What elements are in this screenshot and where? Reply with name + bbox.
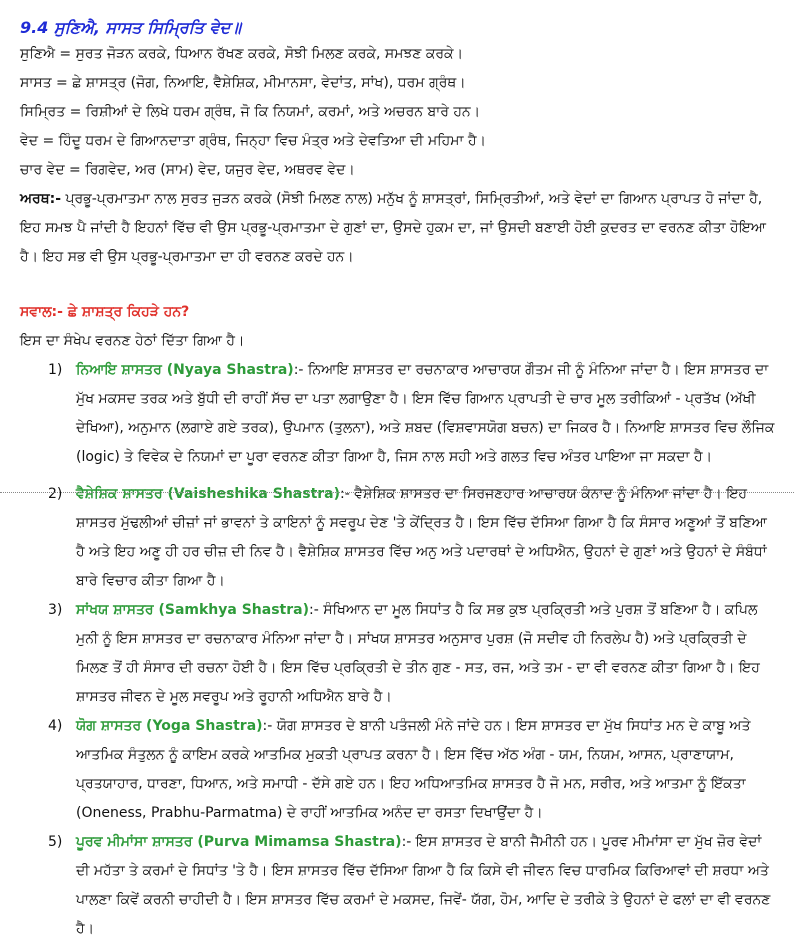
list-item xyxy=(48,828,778,944)
question-block xyxy=(20,298,780,356)
list-item xyxy=(48,596,778,712)
definition-line: ਸੁਣਿਐ = ਸੁਰਤ ਜੋੜਨ ਕਰਕੇ, ਧਿਆਨ ਰੱਖਣ ਕਰਕੇ, ਸੋਝੀ ਮਿਲਣ ਕਰਕੇ, ਸਮਝਣ ਕਰਕੇ। xyxy=(20,46,464,62)
definition-line: ਸਾਸਤ = ਛੇ ਸ਼ਾਸਤ੍ਰ (ਜੋਗ, ਨਿਆਇ, ਵੈਸ਼ੇਸ਼ਿਕ, ਮੀਮਾਨਸਾ, ਵੇਦਾਂਤ, ਸਾਂਖ), ਧਰਮ ਗ੍ਰੰਥ। xyxy=(20,75,466,91)
intro-text: ਇਸ ਦਾ ਸੰਖੇਪ ਵਰਨਣ ਹੇਠਾਂ ਦਿੱਤਾ ਗਿਆ ਹੈ। xyxy=(20,333,245,349)
definitions-block xyxy=(20,40,780,272)
list-item xyxy=(48,356,778,472)
question-heading: ਸਵਾਲ:- ਛੇ ਸ਼ਾਸ਼ਤ੍ਰ ਕਿਹੜੇ ਹਨ? xyxy=(20,304,190,320)
shastra-title: ਯੋਗ ਸ਼ਾਸਤਰ (Yoga Shastra) xyxy=(76,718,263,734)
shastra-title: ਪੂਰਵ ਮੀਮਾਂਸਾ ਸ਼ਾਸਤਰ (Purva Mimamsa Shastra) xyxy=(76,834,402,850)
shastra-text: :- ਨਿਆਇ ਸ਼ਾਸਤਰ ਦਾ ਰਚਨਾਕਾਰ ਆਚਾਰਯ ਗੌਤਮ ਜੀ ਨੂੰ ਮੰਨਿਆ ਜਾਂਦਾ ਹੈ। ਇਸ ਸ਼ਾਸਤਰ ਦਾ ਮੁੱਖ ਮਕਸਦ ਤਰਕ ਅਤੇ ਬੁੱਧੀ ਦੀ ਰਾਹੀਂ ਸੱਚ ਦਾ ਪਤਾ ਲਗਾਉਣਾ ਹੈ। ਇਸ ਵਿੱਚ ਗਿਆਨ ਪ੍ਰਾਪਤੀ ਦੇ ਚਾਰ ਮੂਲ ਤਰੀਕਿਆਂ - ਪ੍ਰਤੱਖ (ਅੱਖੀ ਦੇਖਿਆ), ਅਨੁਮਾਨ (ਲਗਾਏ ਗਏ ਤਰਕ), ਉਪਮਾਨ (ਤੁਲਨਾ), ਅਤੇ ਸ਼ਬਦ (ਵਿਸ਼ਵਾਸਯੋਗ ਬਚਨ) ਦਾ ਜਿਕਰ ਹੈ। ਨਿਆਇ ਸ਼ਾਸਤਰ ਵਿਚ ਲੌਜਿਕ (logic) ਤੇ ਵਿਵੇਕ ਦੇ ਨਿਯਮਾਂ ਦਾ ਪੂਰਾ ਵਰਨਣ ਕੀਤਾ ਗਿਆ ਹੈ, ਜਿਸ ਨਾਲ ਸਹੀ ਅਤੇ ਗਲਤ ਵਿਚ ਅੰਤਰ ਪਾਇਆ ਜਾ ਸਕਦਾ ਹੈ। xyxy=(76,362,775,465)
shastra-title: ਵੈਸ਼ੇਸ਼ਿਕ ਸ਼ਾਸਤਰ (Vaisheshika Shastra) xyxy=(76,486,341,502)
definition-line: ਵੇਦ = ਹਿੰਦੂ ਧਰਮ ਦੇ ਗਿਆਨਦਾਤਾ ਗ੍ਰੰਥ, ਜਿਨ੍ਹਾ ਵਿਚ ਮੰਤ੍ਰ ਅਤੇ ਦੇਵਤਿਆ ਦੀ ਮਹਿਮਾ ਹੈ। xyxy=(20,133,486,149)
shastra-text: :- ਯੋਗ ਸ਼ਾਸਤਰ ਦੇ ਬਾਨੀ ਪਤੰਜਲੀ ਮੰਨੇ ਜਾਂਦੇ ਹਨ। ਇਸ ਸ਼ਾਸਤਰ ਦਾ ਮੁੱਖ ਸਿਧਾਂਤ ਮਨ ਦੇ ਕਾਬੂ ਅਤੇ ਆਤਮਿਕ ਸੰਤੁਲਨ ਨੂੰ ਕਾਇਮ ਕਰਕੇ ਆਤਮਿਕ ਮੁਕਤੀ ਪ੍ਰਾਪਤ ਕਰਨਾ ਹੈ। ਇਸ ਵਿੱਚ ਅੱਠ ਅੰਗ - ਯਮ, ਨਿਯਮ, ਆਸਨ, ਪ੍ਰਾਣਾਯਾਮ, ਪ੍ਰਤਯਾਹਾਰ, ਧਾਰਣਾ, ਧਿਆਨ, ਅਤੇ ਸਮਾਧੀ - ਦੱਸੇ ਗਏ ਹਨ। ਇਹ ਅਧਿਆਤਮਿਕ ਸ਼ਾਸਤਰ ਹੈ ਜੋ ਮਨ, ਸਰੀਰ, ਅਤੇ ਆਤਮਾ ਨੂੰ ਇੱਕਤਾ (Oneness, Prabhu-Parmatma) ਦੇ ਰਾਹੀਂ ਆਤਮਿਕ ਅਨੰਦ ਦਾ ਰਸਤਾ ਦਿਖਾਉਂਦਾ ਹੈ। xyxy=(76,718,751,821)
list-item xyxy=(48,480,778,596)
shastra-text: :- ਸੰਖਿਆਨ ਦਾ ਮੂਲ ਸਿਧਾਂਤ ਹੈ ਕਿ ਸਭ ਕੁਝ ਪ੍ਰਕ੍ਰਿਤੀ ਅਤੇ ਪੁਰਸ਼ ਤੋਂ ਬਣਿਆ ਹੈ। ਕਪਿਲ ਮੁਨੀ ਨੂੰ ਇਸ ਸ਼ਾਸਤਰ ਦਾ ਰਚਨਾਕਾਰ ਮੰਨਿਆ ਜਾਂਦਾ ਹੈ। ਸਾਂਖਯ ਸ਼ਾਸਤਰ ਅਨੁਸਾਰ ਪੁਰਸ਼ (ਜੋ ਸਦੀਵ ਹੀ ਨਿਰਲੇਪ ਹੈ) ਅਤੇ ਪ੍ਰਕ੍ਰਿਤੀ ਦੇ ਮਿਲਣ ਤੋਂ ਹੀ ਸੰਸਾਰ ਦੀ ਰਚਨਾ ਹੋਈ ਹੈ। ਇਸ ਵਿੱਚ ਪ੍ਰਕ੍ਰਿਤੀ ਦੇ ਤੀਨ ਗੁਣ - ਸਤ, ਰਜ, ਅਤੇ ਤਮ - ਦਾ ਵੀ ਵਰਨਣ ਕੀਤਾ ਗਿਆ ਹੈ। ਇਹ ਸ਼ਾਸਤਰ ਜੀਵਨ ਦੇ ਮੂਲ ਸਵਰੂਪ ਅਤੇ ਰੂਹਾਨੀ ਅਧਿਐਨ ਬਾਰੇ ਹੈ। xyxy=(76,602,760,705)
item-number: 1) xyxy=(48,362,63,378)
shastra-title: ਸਾਂਖਯ ਸ਼ਾਸਤਰ (Samkhya Shastra) xyxy=(76,602,309,618)
section-heading: 9.4 ਸੁਣਿਐ, ਸਾਸਤ ਸਿਮ੍ਰਿਤਿ ਵੇਦ॥ xyxy=(20,18,241,37)
meaning-label: ਅਰਥ:- xyxy=(20,191,62,207)
shastra-text: :- ਵੈਸ਼ੇਸ਼ਿਕ ਸ਼ਾਸਤਰ ਦਾ ਸਿਰਜਣਹਾਰ ਆਚਾਰਯ ਕੰਨਾਦ ਨੂੰ ਮੰਨਿਆ ਜਾਂਦਾ ਹੈ। ਇਹ ਸ਼ਾਸਤਰ ਮੁੱਢਲੀਆਂ ਚੀਜ਼ਾਂ ਜਾਂ ਭਾਵਨਾਂ ਤੇ ਕਾਇਨਾਂ ਨੂੰ ਸਵਰੂਪ ਦੇਣ 'ਤੇ ਕੇਂਦ੍ਰਿਤ ਹੈ। ਇਸ ਵਿੱਚ ਦੱਸਿਆ ਗਿਆ ਹੈ ਕਿ ਸੰਸਾਰ ਅਣੂਆਂ ਤੋਂ ਬਣਿਆ ਹੈ ਅਤੇ ਇਹ ਅਣੂ ਹੀ ਹਰ ਚੀਜ਼ ਦੀ ਨਿਵ ਹੈ। ਵੈਸ਼ੇਸ਼ਿਕ ਸ਼ਾਸਤਰ ਵਿੱਚ ਅਨੁ ਅਤੇ ਪਦਾਰਥਾਂ ਦੇ ਅਧਿਐਨ, ਉਹਨਾਂ ਦੇ ਗੁਣਾਂ ਅਤੇ ਉਹਨਾਂ ਦੇ ਸੰਬੰਧਾਂ ਬਾਰੇ ਵਿਚਾਰ ਕੀਤਾ ਗਿਆ ਹੈ। xyxy=(76,486,767,589)
shastra-list xyxy=(48,356,778,944)
item-number: 3) xyxy=(48,602,63,618)
shastra-text: :- ਇਸ ਸ਼ਾਸਤਰ ਦੇ ਬਾਨੀ ਜੈਮੀਨੀ ਹਨ। ਪੂਰਵ ਮੀਮਾਂਸਾ ਦਾ ਮੁੱਖ ਜ਼ੋਰ ਵੇਦਾਂ ਦੀ ਮਹੱਤਾ ਤੇ ਕਰਮਾਂ ਦੇ ਸਿਧਾਂਤ 'ਤੇ ਹੈ। ਇਸ ਸ਼ਾਸਤਰ ਵਿੱਚ ਦੱਸਿਆ ਗਿਆ ਹੈ ਕਿ ਕਿਸੇ ਵੀ ਜੀਵਨ ਵਿਚ ਧਾਰਮਿਕ ਕਿਰਿਆਵਾਂ ਦੀ ਸ਼ਰਧਾ ਅਤੇ ਪਾਲਣਾ ਕਿਵੇਂ ਕਰਨੀ ਚਾਹੀਦੀ ਹੈ। ਇਸ ਸ਼ਾਸਤਰ ਵਿੱਚ ਕਰਮਾਂ ਦੇ ਮਕਸਦ, ਜਿਵੇਂ- ਯੱਗ, ਹੋਮ, ਆਦਿ ਦੇ ਤਰੀਕੇ ਤੇ ਉਹਨਾਂ ਦੇ ਫਲਾਂ ਦਾ ਵੀ ਵਰਨਣ ਹੈ। xyxy=(76,834,771,937)
meaning-text: ਪ੍ਰਭੂ-ਪ੍ਰਮਾਤਮਾ ਨਾਲ ਸੁਰਤ ਜੁੜਨ ਕਰਕੇ (ਸੋਝੀ ਮਿਲਣ ਨਾਲ) ਮਨੁੱਖ ਨੂੰ ਸ਼ਾਸਤ੍ਰਾਂ, ਸਿਮ੍ਰਿਤੀਆਂ, ਅਤੇ ਵੇਦਾਂ ਦਾ ਗਿਆਨ ਪ੍ਰਾਪਤ ਹੋ ਜਾਂਦਾ ਹੈ, ਇਹ ਸਮਝ ਪੈ ਜਾਂਦੀ ਹੈ ਇਹਨਾਂ ਵਿੱਚ ਵੀ ਉਸ ਪ੍ਰਭੂ-ਪ੍ਰਮਾਤਮਾ ਦੇ ਗੁਣਾਂ ਦਾ, ਉਸਦੇ ਹੁਕਮ ਦਾ, ਜਾਂ ਉਸਦੀ ਬਣਾਈ ਹੋਈ ਕੁਦਰਤ ਦਾ ਵਰਨਣ ਕੀਤਾ ਹੋਇਆ ਹੈ। ਇਹ ਸਭ ਵੀ ਉਸ ਪ੍ਰਭੂ-ਪ੍ਰਮਾਤਮਾ ਦਾ ਹੀ ਵਰਨਣ ਕਰਦੇ ਹਨ। xyxy=(20,191,766,265)
list-item xyxy=(48,712,778,828)
dotted-divider xyxy=(0,492,794,493)
shastra-title: ਨਿਆਇ ਸ਼ਾਸਤਰ (Nyaya Shastra) xyxy=(76,362,294,378)
meaning-paragraph xyxy=(20,185,780,272)
definition-line: ਸਿਮ੍ਰਿਤ = ਰਿਸ਼ੀਆਂ ਦੇ ਲਿਖੇ ਧਰਮ ਗ੍ਰੰਥ, ਜੋ ਕਿ ਨਿਯਮਾਂ, ਕਰਮਾਂ, ਅਤੇ ਅਚਰਨ ਬਾਰੇ ਹਨ। xyxy=(20,104,481,120)
item-number: 2) xyxy=(48,486,63,502)
item-number: 4) xyxy=(48,718,63,734)
item-number: 5) xyxy=(48,834,63,850)
definition-line: ਚਾਰ ਵੇਦ = ਰਿਗਵੇਦ, ਅਰ (ਸਾਮ) ਵੇਦ, ਯਜੁਰ ਵੇਦ, ਅਥਰਵ ਵੇਦ। xyxy=(20,162,355,178)
